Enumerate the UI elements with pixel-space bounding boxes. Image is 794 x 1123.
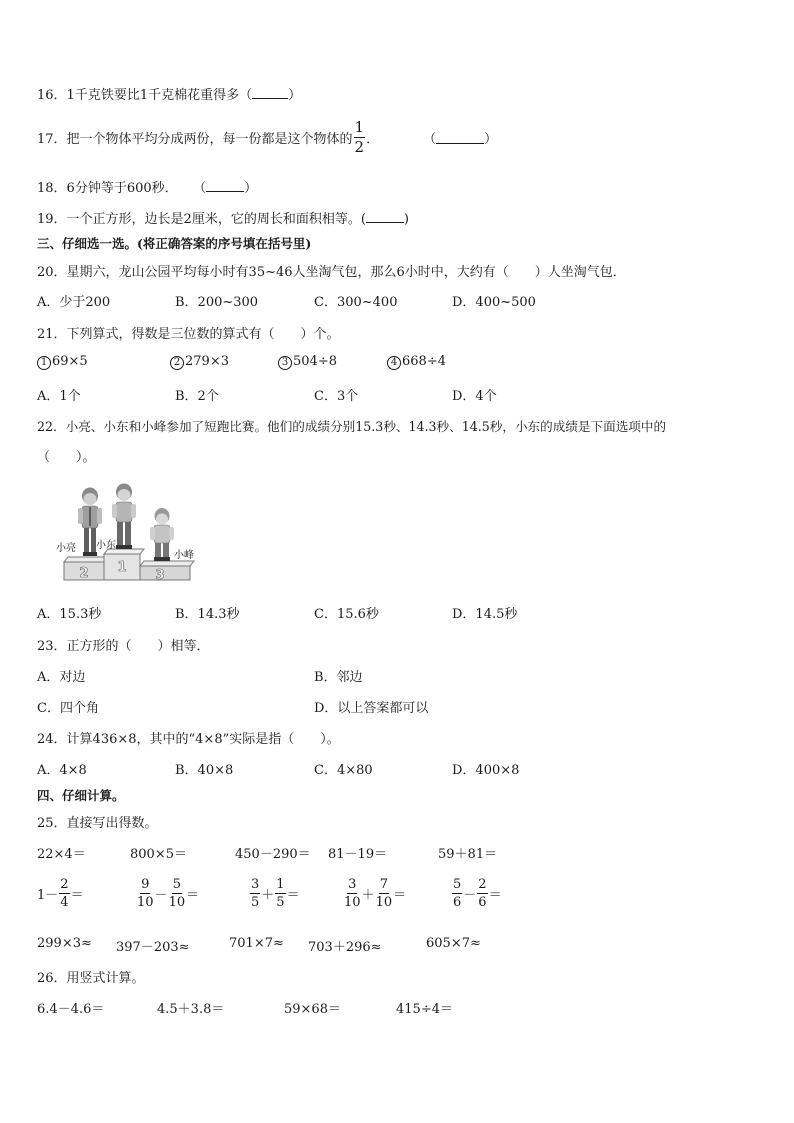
q21-item-1 (37, 354, 88, 370)
q25-row1-item-2: 800×5＝ (130, 847, 187, 862)
q22-option-d[interactable]: D．14.5秒 (452, 607, 518, 622)
label-xiaodong: 小东 (96, 540, 116, 551)
question-18 (37, 177, 257, 196)
q25-row3-item-2: 397－203≈ (116, 940, 190, 955)
q21-item-4-expr: 668÷4 (402, 354, 446, 369)
question-21-text: 21．下列算式，得数是三位数的算式有（ ）个。 (37, 327, 340, 342)
q21-option-d[interactable]: D．4个 (452, 389, 497, 404)
q25-row1-item-3: 450－290＝ (235, 847, 311, 862)
question-17-close: ） (484, 132, 498, 147)
question-19 (37, 208, 409, 227)
question-24-text: 24．计算436×8，其中的“4×8”实际是指（ ）。 (37, 732, 340, 747)
question-16-close: ） (288, 88, 302, 103)
question-17-open: （ (423, 132, 437, 147)
question-18-open: （ (199, 181, 207, 196)
q26-item-4: 415÷4＝ (396, 1002, 453, 1017)
answer-blank-18[interactable] (206, 179, 244, 192)
q21-item-4 (387, 354, 446, 370)
q25-row2-item-1: 1－ $\frac{2}{4}$ ＝ (37, 877, 84, 910)
q25-row2-item-2: $\frac{9}{10}$ － $\frac{5}{10}$ ＝ (137, 877, 200, 910)
q22-option-c[interactable]: C．15.6秒 (314, 607, 379, 622)
q20-option-c[interactable]: C．300~400 (314, 295, 398, 310)
fraction: $\frac{3}{5}$ (251, 877, 260, 910)
q21-item-2 (170, 354, 229, 370)
fraction: $\frac{2}{6}$ (478, 877, 487, 910)
circled-number: 3 (278, 356, 292, 370)
q20-option-a[interactable]: A．少于200 (37, 295, 111, 310)
q24-option-b[interactable]: B．40×8 (175, 763, 234, 778)
label-xiaofeng: 小峰 (174, 550, 194, 561)
fraction: $\frac{9}{10}$ (137, 877, 154, 910)
fraction: $\frac{5}{6}$ (453, 877, 462, 910)
question-18-text: 18．6分钟等于600秒． (37, 181, 178, 196)
question-18-close: ） (244, 181, 258, 196)
q25-row3-item-3: 701×7≈ (229, 936, 284, 951)
question-26-text: 26．用竖式计算。 (37, 971, 145, 986)
q20-option-d[interactable]: D．400~500 (452, 295, 536, 310)
fraction: $\frac{2}{4}$ (60, 877, 69, 910)
question-17-text: 17．把一个物体平均分成两份，每一份都是这个物体的 (37, 132, 353, 147)
question-22-text-cont: （ ）。 (37, 450, 96, 465)
q21-option-c[interactable]: C．3个 (314, 389, 359, 404)
circled-number: 2 (170, 356, 184, 370)
q25-row1-item-5: 59＋81＝ (438, 847, 498, 862)
podium-place-1: 1 (117, 560, 127, 575)
circled-number: 1 (37, 356, 51, 370)
podium-place-3: 3 (155, 568, 165, 583)
q23-option-a[interactable]: A．对边 (37, 670, 86, 685)
q25-row2-item-4: $\frac{3}{10}$ ＋ $\frac{7}{10}$ ＝ (344, 877, 407, 910)
answer-blank-19[interactable] (366, 210, 404, 223)
question-23-text: 23．正方形的（ ）相等． (37, 639, 210, 654)
q20-option-b[interactable]: B．200~300 (175, 295, 259, 310)
q24-option-c[interactable]: C．4×80 (314, 763, 373, 778)
question-19-text: 19．一个正方形，边长是2厘米，它的周长和面积相等。( (37, 212, 366, 227)
kid-xiaofeng (150, 508, 174, 561)
q26-item-3: 59×68＝ (284, 1002, 341, 1017)
q26-item-2: 4.5＋3.8＝ (157, 1002, 225, 1017)
q21-item-2-expr: 279×3 (185, 354, 229, 369)
section-3-title: 三、仔细选一选。(将正确答案的序号填在括号里) (37, 236, 312, 251)
question-22-text: 22．小亮、小东和小峰参加了短跑比赛。他们的成绩分别15.3秒、14.3秒、14.5秒，小东的成绩是下面选项中的 (37, 419, 667, 434)
question-16 (37, 84, 301, 103)
circled-number: 4 (387, 356, 401, 370)
label-xiaoliang: 小亮 (56, 543, 76, 554)
q21-option-b[interactable]: B．2个 (175, 389, 219, 404)
q25-row1-item-4: 81－19＝ (328, 847, 388, 862)
podium-image (54, 482, 204, 586)
q22-option-a[interactable]: A．15.3秒 (37, 607, 102, 622)
q24-option-a[interactable]: A．4×8 (37, 763, 87, 778)
q21-option-a[interactable]: A．1个 (37, 389, 81, 404)
answer-blank-17[interactable] (436, 131, 484, 144)
question-25-text: 25．直接写出得数。 (37, 816, 158, 831)
q24-option-d[interactable]: D．400×8 (452, 763, 520, 778)
q23-option-d[interactable]: D．以上答案都可以 (314, 701, 429, 716)
q23-option-b[interactable]: B．邻边 (314, 670, 363, 685)
q23-option-c[interactable]: C．四个角 (37, 701, 99, 716)
answer-blank-16[interactable] (252, 86, 288, 99)
q25-row1-item-1: 22×4＝ (37, 847, 86, 862)
q25-row3-item-1: 299×3≈ (37, 936, 92, 951)
fraction: $\frac{7}{10}$ (375, 877, 393, 910)
question-19-close: ) (403, 212, 409, 227)
section-4-title: 四、仔细计算。 (37, 788, 125, 803)
podium-place-2: 2 (79, 566, 89, 581)
q22-option-b[interactable]: B．14.3秒 (175, 607, 240, 622)
q26-item-1: 6.4－4.6＝ (37, 1002, 105, 1017)
podium-block-3 (140, 566, 190, 580)
question-20-text: 20．星期六，龙山公园平均每小时有35~46人坐淘气包，那么6小时中，大约有（ ）人坐淘气包． (37, 265, 626, 280)
q21-item-3 (278, 354, 337, 370)
q25-row3-item-5: 605×7≈ (426, 936, 481, 951)
q21-item-1-expr: 69×5 (52, 354, 88, 369)
fraction: $\frac{3}{10}$ (344, 877, 361, 910)
fraction: $\frac{1}{5}$ (276, 877, 285, 910)
question-17 (37, 120, 497, 155)
question-16-text: 16．1千克铁要比1千克棉花重得多（ (37, 88, 253, 103)
q25-row3-item-4: 703＋296≈ (308, 940, 382, 955)
question-17-period: ． (366, 132, 380, 147)
q25-row2-item-5: $\frac{5}{6}$ － $\frac{2}{6}$ ＝ (453, 877, 502, 910)
q25-row2-item-3: $\frac{3}{5}$ ＋ $\frac{1}{5}$ ＝ (251, 877, 300, 910)
fraction: $\frac{5}{10}$ (168, 877, 186, 910)
q21-item-3-expr: 504÷8 (293, 354, 337, 369)
fraction-one-half: $\frac{1}{2}$ (354, 118, 365, 156)
